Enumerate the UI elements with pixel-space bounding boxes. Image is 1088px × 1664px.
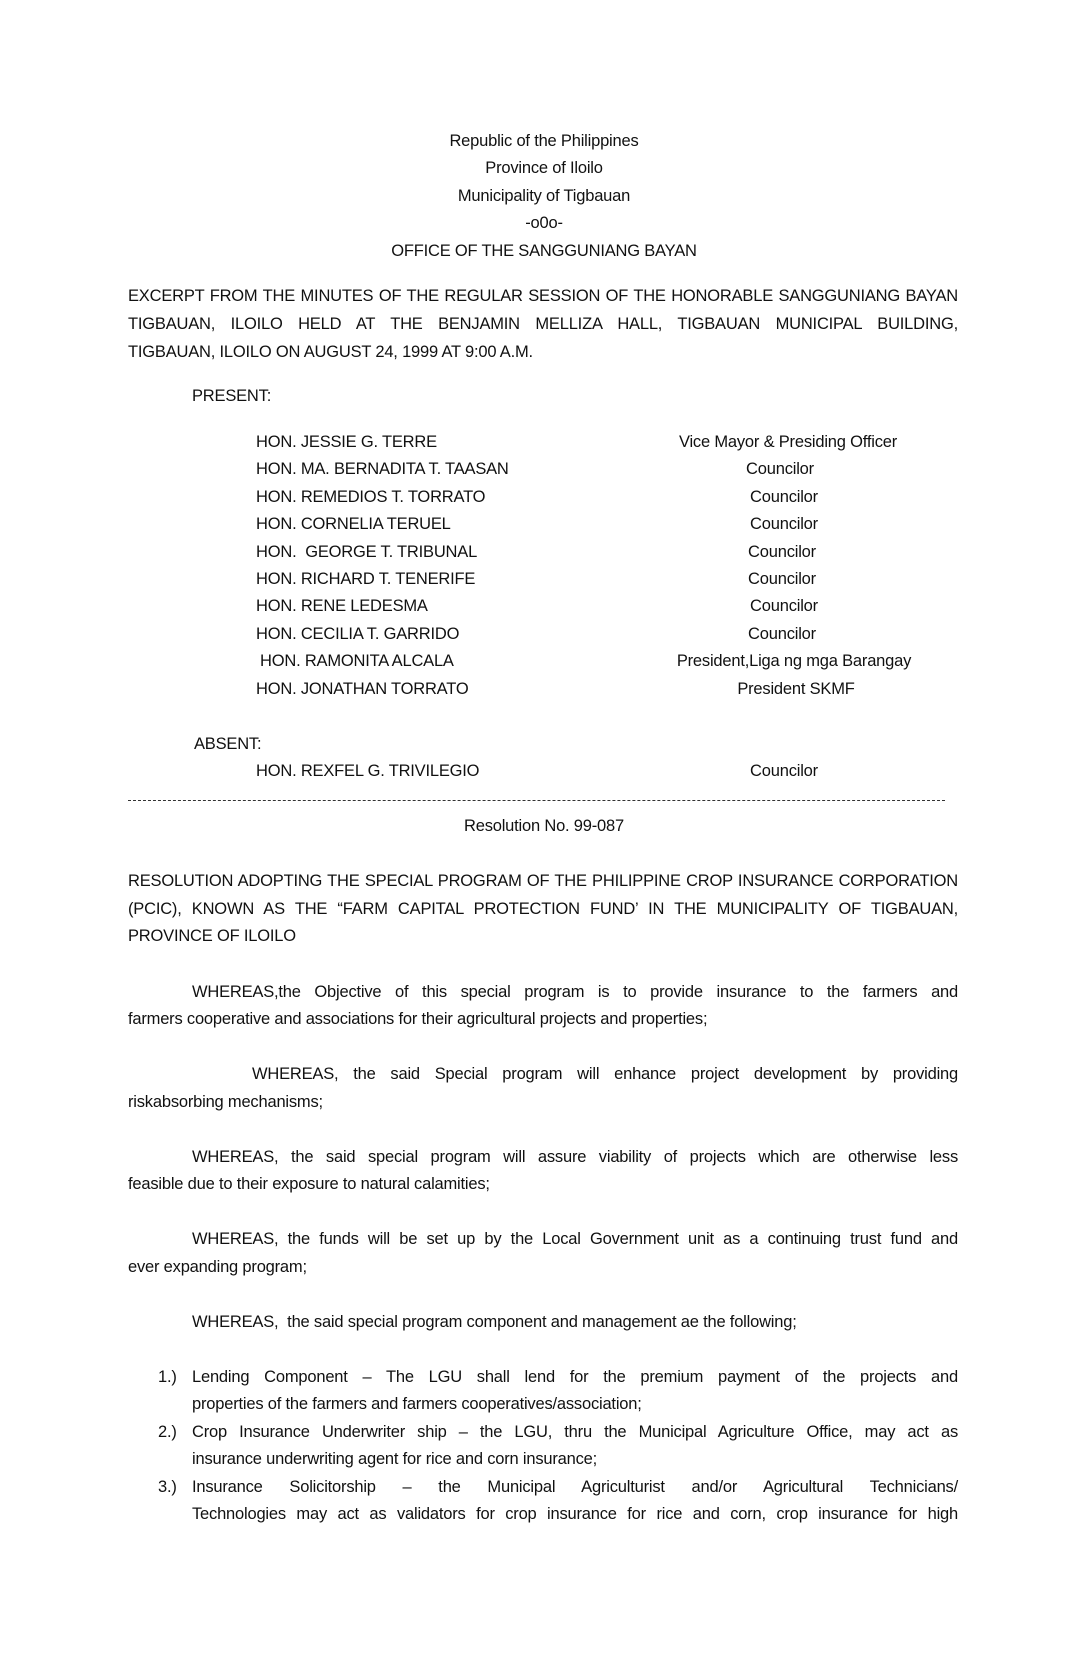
header-office: OFFICE OF THE SANGGUNIANG BAYAN [391, 242, 697, 260]
list-item-line-2: insurance underwriting agent for rice and corn insurance; [192, 1450, 597, 1468]
list-item-line-1: Crop Insurance Underwriter ship – the LGU, thru the Municipal Agriculture Office, may act as [192, 1423, 958, 1441]
header-municipality: Municipality of Tigbauan [457, 187, 631, 205]
list-item-line-2: Technologies may act as validators for crop insurance for rice and corn, crop insurance for high [192, 1505, 958, 1523]
list-item-number: 2.) [158, 1423, 177, 1441]
present-label: PRESENT: [192, 387, 272, 405]
member-name: HON. CECILIA T. GARRIDO [256, 625, 460, 643]
member-name: HON. REXFEL G. TRIVILEGIO [256, 762, 480, 780]
whereas-2-line-1: WHEREAS, the said Special program will enhance project development by providing [252, 1065, 958, 1083]
member-name: HON. REMEDIOS T. TORRATO [256, 488, 486, 506]
member-role: Councilor [750, 597, 818, 615]
member-role: President SKMF [737, 680, 855, 698]
member-role: Vice Mayor & Presiding Officer [678, 433, 898, 451]
whereas-5-line-1: WHEREAS, the said special program component and management ae the following; [192, 1313, 797, 1331]
whereas-4-line-2: ever expanding program; [128, 1258, 307, 1276]
member-role: Councilor [748, 625, 816, 643]
header-ornament: -o0o- [525, 214, 563, 232]
whereas-1-line-2: farmers cooperative and associations for their agricultural projects and properties; [128, 1010, 708, 1028]
member-name: HON. GEORGE T. TRIBUNAL [256, 543, 478, 561]
member-name: HON. JESSIE G. TERRE [256, 433, 437, 451]
excerpt-line-2: TIGBAUAN, ILOILO HELD AT THE BENJAMIN MELLIZA HALL, TIGBAUAN MUNICIPAL BUILDING, [128, 315, 958, 333]
whereas-4-line-1: WHEREAS, the funds will be set up by the Local Government unit as a continuing trust fund and [192, 1230, 958, 1248]
list-item-line-1: Lending Component – The LGU shall lend for the premium payment of the projects and [192, 1368, 958, 1386]
member-name: HON. RENE LEDESMA [256, 597, 428, 615]
list-item-line-2: properties of the farmers and farmers cooperatives/association; [192, 1395, 642, 1413]
member-name: HON. CORNELIA TERUEL [256, 515, 451, 533]
resolution-number: Resolution No. 99-087 [464, 817, 624, 835]
member-role: President,Liga ng mga Barangay [676, 652, 912, 670]
member-role: Councilor [748, 543, 816, 561]
member-role: Councilor [750, 488, 818, 506]
whereas-3-line-2: feasible due to their exposure to natural calamities; [128, 1175, 490, 1193]
member-name: HON. RICHARD T. TENERIFE [256, 570, 476, 588]
member-name: HON. RAMONITA ALCALA [260, 652, 454, 670]
member-role: Councilor [748, 570, 816, 588]
member-role: Councilor [750, 762, 818, 780]
dashed-divider [128, 800, 945, 801]
member-role: Councilor [746, 460, 814, 478]
excerpt-line-1: EXCERPT FROM THE MINUTES OF THE REGULAR SESSION OF THE HONORABLE SANGGUNIANG BAYAN [128, 287, 958, 305]
member-name: HON. JONATHAN TORRATO [256, 680, 469, 698]
absent-label: ABSENT: [194, 735, 262, 753]
whereas-1-line-1: WHEREAS,the Objective of this special program is to provide insurance to the farmers and [192, 983, 958, 1001]
list-item-number: 3.) [158, 1478, 177, 1496]
member-role: Councilor [750, 515, 818, 533]
header-province: Province of Iloilo [485, 159, 603, 177]
resolution-title-line-1: RESOLUTION ADOPTING THE SPECIAL PROGRAM OF THE PHILIPPINE CROP INSURANCE CORPORATION [128, 872, 958, 890]
list-item-number: 1.) [158, 1368, 177, 1386]
member-name: HON. MA. BERNADITA T. TAASAN [256, 460, 509, 478]
resolution-title-line-3: PROVINCE OF ILOILO [128, 927, 296, 945]
excerpt-line-3: TIGBAUAN, ILOILO ON AUGUST 24, 1999 AT 9:00 A.M. [128, 343, 533, 361]
whereas-3-line-1: WHEREAS, the said special program will assure viability of projects which are otherwise less [192, 1148, 958, 1166]
list-item-line-1: Insurance Solicitorship – the Municipal Agriculturist and/or Agricultural Technicians/ [192, 1478, 958, 1496]
header-republic: Republic of the Philippines [449, 132, 639, 150]
whereas-2-line-2: riskabsorbing mechanisms; [128, 1093, 323, 1111]
resolution-title-line-2: (PCIC), KNOWN AS THE “FARM CAPITAL PROTECTION FUND’ IN THE MUNICIPALITY OF TIGBAUAN, [128, 900, 958, 918]
